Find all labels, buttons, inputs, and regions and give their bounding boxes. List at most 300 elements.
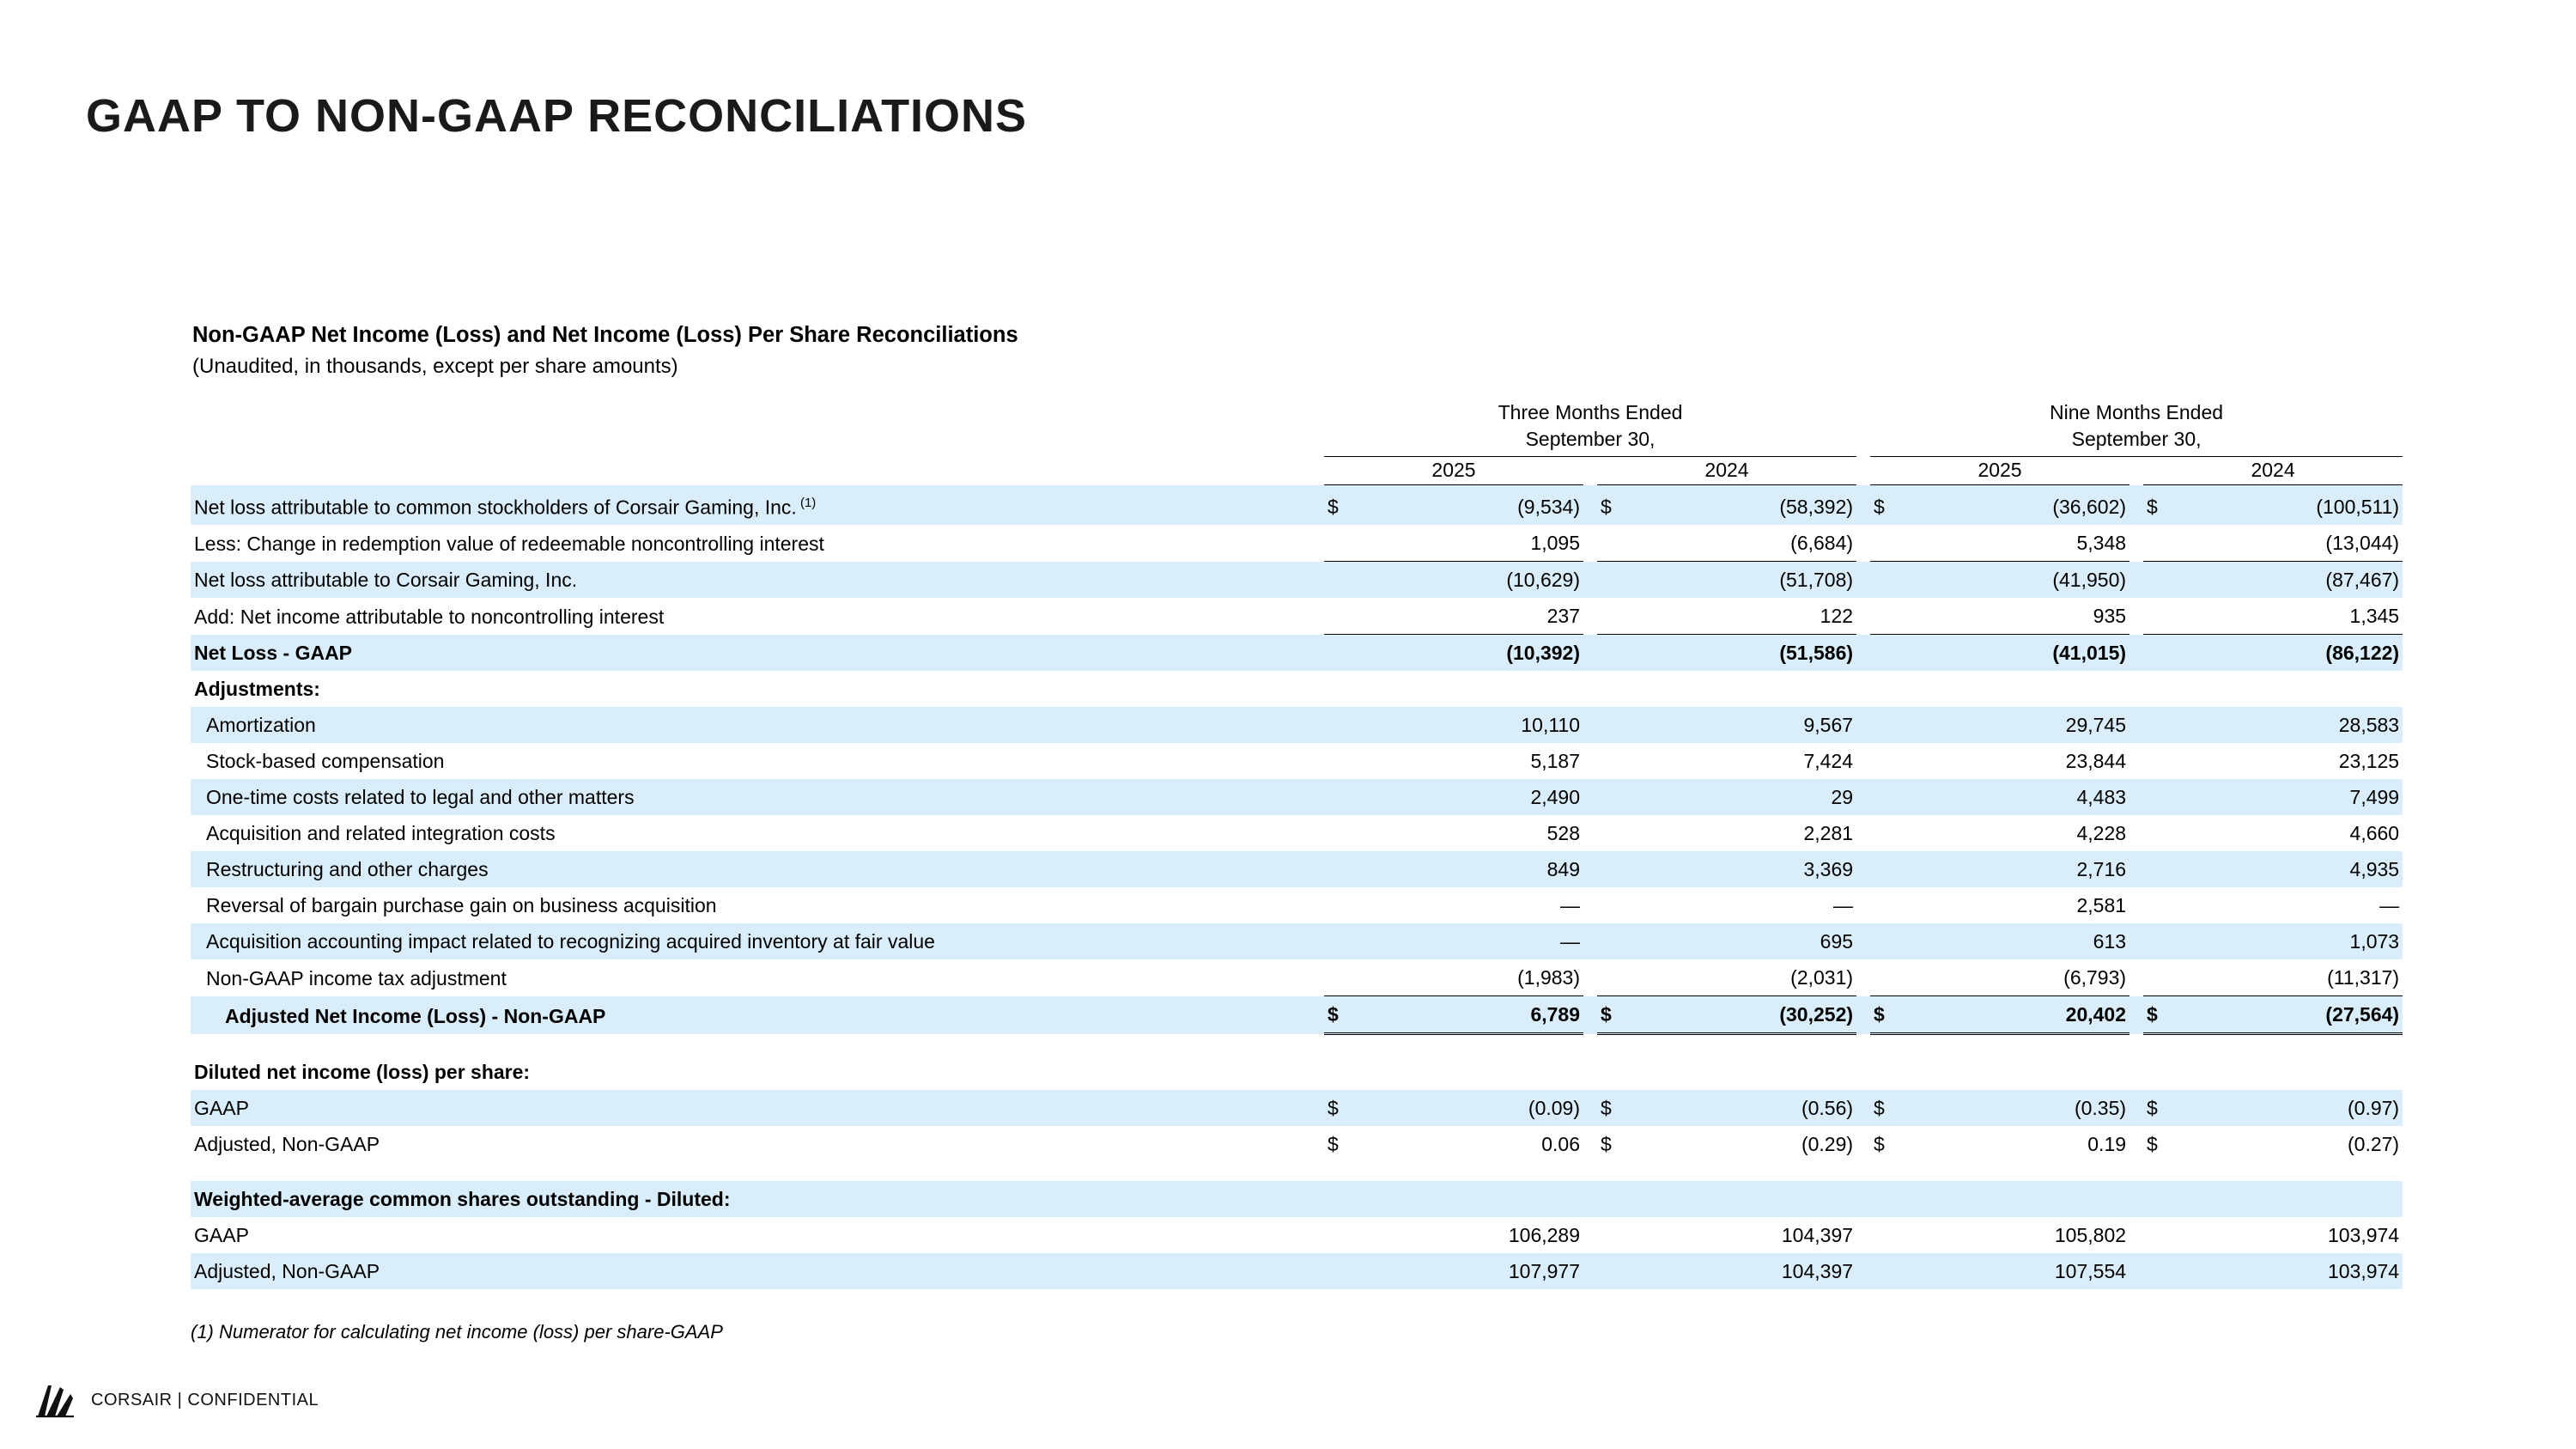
value-cell: 1,073 [2349,930,2400,953]
value-cell: (0.29) [1801,1133,1854,1156]
table-row [191,635,2403,672]
value-cell: 2,281 [1803,822,1854,845]
value-cell: (36,602) [2052,496,2127,519]
currency-symbol-cell [1597,851,1635,887]
currency-symbol-cell [2143,959,2181,996]
column-gap [1856,959,1870,996]
value-cell: 23,844 [2065,750,2127,773]
group-header-row [191,399,2403,459]
value-cell [1908,1054,2129,1090]
value-cell: — [2379,894,2400,917]
currency-symbol-cell [2143,598,2181,635]
group-header-gap [1856,399,1870,459]
value-cell: 28,583 [2338,714,2400,737]
value-cell [2181,671,2403,707]
row-label: Adjustments: [194,678,320,701]
column-gap [1856,779,1870,815]
table-row [191,1090,2403,1126]
column-gap [1583,887,1597,923]
value-cell: — [1833,894,1854,917]
value-cell: (13,044) [2181,525,2403,562]
reconciliation-table [191,399,2403,1289]
footnote-marker: (1) [796,495,817,510]
value-cell: (86,122) [2325,642,2400,665]
value-cell: 104,397 [1781,1224,1854,1247]
currency-symbol-cell [2143,1054,2181,1090]
column-gap [2129,779,2143,815]
row-label: Diluted net income (loss) per share: [194,1061,531,1084]
column-gap [1856,815,1870,851]
column-gap [2129,923,2143,959]
currency-symbol-cell [1324,562,1362,599]
table-row [191,707,2403,743]
column-gap [2129,887,2143,923]
column-gap [1583,671,1597,707]
value-cell: 0.19 [2087,1133,2127,1156]
column-gap [1583,598,1597,635]
value-cell [1908,671,2129,707]
currency-symbol-cell: $ [1327,1133,1339,1156]
currency-symbol-cell: $ [1874,1133,1885,1156]
table-body [191,485,2403,1290]
value-cell: (9,534) [1517,496,1580,519]
value-cell: (0.09) [1528,1097,1580,1120]
currency-symbol-cell [1870,959,1908,996]
value-cell [1362,671,1583,707]
value-cell: (51,708) [1779,569,1854,592]
column-gap [2129,707,2143,743]
value-cell: 4,660 [2349,822,2400,845]
year-header-q3-2024: 2024 [1597,459,1856,485]
currency-symbol-cell: $ [1601,496,1612,519]
row-label: Acquisition accounting impact related to recognizing acquired inventory at fair value [206,930,935,953]
footnote-text: (1) Numerator for calculating net income (loss) per share-GAAP [191,1321,723,1342]
row-label: Amortization [206,714,316,737]
row-label: Adjusted Net Income (Loss) - Non-GAAP [225,1004,606,1027]
column-gap [2129,959,2143,996]
column-gap [2129,1126,2143,1162]
table-row [191,671,2403,707]
column-gap [1583,1126,1597,1162]
table-row [191,851,2403,887]
value-cell: (0.27) [2348,1133,2400,1156]
value-cell: 5,187 [1530,750,1580,773]
currency-symbol-cell [1597,887,1635,923]
column-gap [1856,851,1870,887]
column-gap [1583,923,1597,959]
currency-symbol-cell [1324,959,1362,996]
currency-symbol-cell [2143,779,2181,815]
year-header-gap [1856,459,1870,485]
row-label: Reversal of bargain purchase gain on business acquisition [206,894,717,917]
column-gap [2129,562,2143,599]
currency-symbol-cell [1324,707,1362,743]
value-cell: (10,629) [1506,569,1580,592]
currency-symbol-cell: $ [2147,1097,2158,1120]
value-cell: 2,581 [2076,894,2127,917]
currency-symbol-cell [1870,1253,1908,1289]
value-cell: 935 [1908,598,2129,635]
year-header-spacer [191,459,1324,485]
column-gap [1583,743,1597,779]
column-gap [1856,707,1870,743]
table-spacer-row [191,1034,2403,1055]
value-cell: (100,511) [2316,496,2400,519]
value-cell: — [1560,930,1580,953]
reconciliation-block [191,323,2400,1289]
row-label: Add: Net income attributable to noncontrolling interest [194,605,665,628]
currency-symbol-cell [1870,525,1908,562]
value-cell: (6,684) [1635,525,1856,562]
column-gap [2129,1217,2143,1253]
value-cell: (41,950) [2052,569,2127,592]
table-row [191,996,2403,1034]
column-gap [1856,1181,1870,1217]
footer-label: CORSAIR | CONFIDENTIAL [91,1390,319,1409]
column-gap [2129,525,2143,562]
currency-symbol-cell [1324,887,1362,923]
row-label: One-time costs related to legal and other matters [206,786,635,809]
value-cell: (2,031) [1635,959,1856,996]
table-title: Non-GAAP Net Income (Loss) and Net Income (Loss) Per Share Reconciliations [192,323,1018,347]
currency-symbol-cell [2143,562,2181,599]
column-gap [2129,671,2143,707]
column-gap [2129,635,2143,672]
column-gap [1583,1253,1597,1289]
column-gap [1583,1090,1597,1126]
value-cell: 107,977 [1508,1260,1580,1283]
currency-symbol-cell [1324,671,1362,707]
column-gap [1583,1181,1597,1217]
currency-symbol-cell [1597,959,1635,996]
column-gap [1583,1217,1597,1253]
column-gap [2129,1090,2143,1126]
column-gap [1856,1253,1870,1289]
table-head [191,399,2403,485]
row-label: Acquisition and related integration costs [206,822,556,845]
table-row [191,1126,2403,1162]
currency-symbol-cell [1324,1217,1362,1253]
value-cell: (41,015) [2052,642,2127,665]
value-cell: 107,554 [2054,1260,2127,1283]
currency-symbol-cell [1597,1054,1635,1090]
currency-symbol-cell: $ [1601,1133,1612,1156]
group-header-spacer [191,399,1324,459]
value-cell [1635,1054,1856,1090]
value-cell: 103,974 [2327,1224,2400,1247]
slide-footer [34,1382,319,1418]
currency-symbol-cell: $ [1874,496,1885,519]
value-cell: 7,499 [2349,786,2400,809]
column-gap [2129,996,2143,1034]
column-gap [1583,707,1597,743]
currency-symbol-cell [1870,779,1908,815]
currency-symbol-cell [1597,525,1635,562]
column-gap [2129,485,2143,526]
value-cell: 105,802 [2054,1224,2127,1247]
currency-symbol-cell [1870,851,1908,887]
column-gap [1583,779,1597,815]
currency-symbol-cell: $ [2143,996,2181,1034]
value-cell: 1,345 [2181,598,2403,635]
row-label: Stock-based compensation [206,750,445,773]
row-label: GAAP [194,1224,249,1247]
currency-symbol-cell [2143,1181,2181,1217]
value-cell: (27,564) [2181,996,2403,1034]
year-header-gap [2129,459,2143,485]
value-cell: 10,110 [1521,714,1580,737]
table-row [191,779,2403,815]
table-row [191,1217,2403,1253]
row-label: Non-GAAP income tax adjustment [206,966,507,989]
table-row [191,562,2403,599]
currency-symbol-cell [1870,598,1908,635]
year-header-row [191,459,2403,485]
value-cell: 7,424 [1803,750,1854,773]
currency-symbol-cell: $ [2147,496,2158,519]
currency-symbol-cell [1870,887,1908,923]
currency-symbol-cell [1597,671,1635,707]
column-gap [1856,743,1870,779]
currency-symbol-cell [1324,525,1362,562]
value-cell: 613 [2093,930,2127,953]
currency-symbol-cell [1324,743,1362,779]
currency-symbol-cell [1597,598,1635,635]
value-cell: 3,369 [1803,858,1854,881]
value-cell [1908,1181,2129,1217]
table-row [191,1054,2403,1090]
currency-symbol-cell [2143,851,2181,887]
currency-symbol-cell: $ [1601,1097,1612,1120]
currency-symbol-cell [2143,707,2181,743]
currency-symbol-cell [1870,743,1908,779]
currency-symbol-cell [1870,707,1908,743]
currency-symbol-cell [1870,815,1908,851]
currency-symbol-cell [2143,635,2181,672]
value-cell: (87,467) [2325,569,2400,592]
value-cell: (0.56) [1801,1097,1854,1120]
currency-symbol-cell [1324,635,1362,672]
currency-symbol-cell: $ [2147,1133,2158,1156]
row-label: Net Loss - GAAP [194,642,353,665]
currency-symbol-cell: $ [1874,1097,1885,1120]
value-cell: 29 [1831,786,1854,809]
value-cell: 103,974 [2327,1260,2400,1283]
value-cell: 5,348 [1908,525,2129,562]
value-cell [1635,671,1856,707]
table-row [191,525,2403,562]
value-cell: 29,745 [2065,714,2127,737]
currency-symbol-cell: $ [1597,996,1635,1034]
currency-symbol-cell [1870,923,1908,959]
currency-symbol-cell: $ [1324,996,1362,1034]
currency-symbol-cell [2143,1253,2181,1289]
currency-symbol-cell [1324,923,1362,959]
currency-symbol-cell [1324,598,1362,635]
column-gap [1856,996,1870,1034]
currency-symbol-cell [1597,707,1635,743]
currency-symbol-cell [2143,815,2181,851]
year-header-gap [1583,459,1597,485]
currency-symbol-cell [1597,1181,1635,1217]
currency-symbol-cell: $ [1327,496,1339,519]
value-cell: 23,125 [2338,750,2400,773]
currency-symbol-cell [1597,779,1635,815]
currency-symbol-cell [1324,851,1362,887]
row-label: GAAP [194,1097,249,1120]
value-cell: 1,095 [1362,525,1583,562]
column-gap [1856,671,1870,707]
column-gap [2129,598,2143,635]
table-row [191,743,2403,779]
group-header-nine-months [1870,399,2403,459]
value-cell: 20,402 [1908,996,2129,1034]
currency-symbol-cell [1870,635,1908,672]
currency-symbol-cell [1597,815,1635,851]
column-gap [1856,635,1870,672]
currency-symbol-cell [2143,743,2181,779]
currency-symbol-cell [2143,923,2181,959]
column-gap [2129,1253,2143,1289]
value-cell: (30,252) [1635,996,1856,1034]
column-gap [1583,525,1597,562]
group-header-three-months [1324,399,1856,459]
column-gap [1856,485,1870,526]
row-label: Adjusted, Non-GAAP [194,1133,380,1156]
year-header-ytd-2024: 2024 [2143,459,2403,485]
value-cell: (51,586) [1779,642,1854,665]
column-gap [1856,1054,1870,1090]
currency-symbol-cell [1597,1217,1635,1253]
spacer-cell [191,1162,2403,1181]
currency-symbol-cell [1870,1054,1908,1090]
currency-symbol-cell [1324,1054,1362,1090]
table-spacer-row [191,1162,2403,1181]
value-cell [1635,1181,1856,1217]
group-header-line2: September 30, [1525,428,1656,451]
row-label: Adjusted, Non-GAAP [194,1260,380,1283]
value-cell: 9,567 [1803,714,1854,737]
table-row [191,923,2403,959]
column-gap [1583,562,1597,599]
column-gap [1856,562,1870,599]
corsair-sails-logo-icon [34,1382,77,1418]
row-label: Net loss attributable to common stockholders of Corsair Gaming, Inc. $^{(1)}$ [194,495,817,519]
value-cell: 4,483 [2076,786,2127,809]
currency-symbol-cell [2143,1217,2181,1253]
currency-symbol-cell [1870,1181,1908,1217]
currency-symbol-cell [1324,779,1362,815]
column-gap [1856,1217,1870,1253]
value-cell [2181,1181,2403,1217]
value-cell: (11,317) [2181,959,2403,996]
table-row [191,815,2403,851]
value-cell: 237 [1362,598,1583,635]
value-cell: — [1560,894,1580,917]
group-header-line1: Three Months Ended [1498,401,1683,423]
value-cell: 4,935 [2349,858,2400,881]
group-header-line1: Nine Months Ended [2050,401,2224,423]
currency-symbol-cell [1597,923,1635,959]
column-gap [1583,635,1597,672]
row-label: Restructuring and other charges [206,858,489,881]
currency-symbol-cell [2143,887,2181,923]
value-cell: 4,228 [2076,822,2127,845]
currency-symbol-cell: $ [1870,996,1908,1034]
value-cell: 849 [1546,858,1580,881]
currency-symbol-cell: $ [1327,1097,1339,1120]
column-gap [1583,815,1597,851]
currency-symbol-cell [1870,671,1908,707]
currency-symbol-cell [2143,525,2181,562]
currency-symbol-cell [1597,743,1635,779]
value-cell: 122 [1635,598,1856,635]
year-header-ytd-2025: 2025 [1870,459,2129,485]
column-gap [2129,815,2143,851]
table-row [191,1181,2403,1217]
value-cell: 104,397 [1781,1260,1854,1283]
value-cell: 528 [1546,822,1580,845]
currency-symbol-cell [2143,671,2181,707]
value-cell: 106,289 [1508,1224,1580,1247]
value-cell: 695 [1820,930,1854,953]
year-header-q3-2025: 2025 [1324,459,1583,485]
page-title: GAAP TO NON-GAAP RECONCILIATIONS [86,90,1028,142]
value-cell: (1,983) [1362,959,1583,996]
table-row [191,485,2403,526]
currency-symbol-cell [1324,1181,1362,1217]
value-cell: (58,392) [1779,496,1854,519]
value-cell: (10,392) [1506,642,1580,665]
column-gap [2129,1181,2143,1217]
group-header-line2: September 30, [2071,428,2202,451]
column-gap [1856,598,1870,635]
column-gap [1856,525,1870,562]
currency-symbol-cell [1324,815,1362,851]
value-cell: 0.06 [1541,1133,1580,1156]
column-gap [1583,485,1597,526]
value-cell: 2,716 [2076,858,2127,881]
column-gap [1583,851,1597,887]
value-cell [1362,1054,1583,1090]
currency-symbol-cell [1870,1217,1908,1253]
currency-symbol-cell [1324,1253,1362,1289]
table-row [191,959,2403,996]
table-row [191,598,2403,635]
column-gap [2129,1054,2143,1090]
value-cell [2181,1054,2403,1090]
column-gap [1583,1054,1597,1090]
currency-symbol-cell [1597,562,1635,599]
value-cell: (6,793) [1908,959,2129,996]
currency-symbol-cell [1597,1253,1635,1289]
currency-symbol-cell [1870,562,1908,599]
column-gap [1856,923,1870,959]
table-subtitle: (Unaudited, in thousands, except per share amounts) [192,355,678,378]
table-row [191,1253,2403,1289]
column-gap [1583,959,1597,996]
column-gap [1856,1090,1870,1126]
value-cell [1362,1181,1583,1217]
column-gap [2129,851,2143,887]
column-gap [1856,887,1870,923]
spacer-cell [191,1034,2403,1055]
column-gap [2129,743,2143,779]
column-gap [1583,996,1597,1034]
row-label: Weighted-average common shares outstanding - Diluted: [194,1188,731,1211]
currency-symbol-cell [1597,635,1635,672]
row-label: Less: Change in redemption value of redeemable noncontrolling interest [194,532,824,555]
